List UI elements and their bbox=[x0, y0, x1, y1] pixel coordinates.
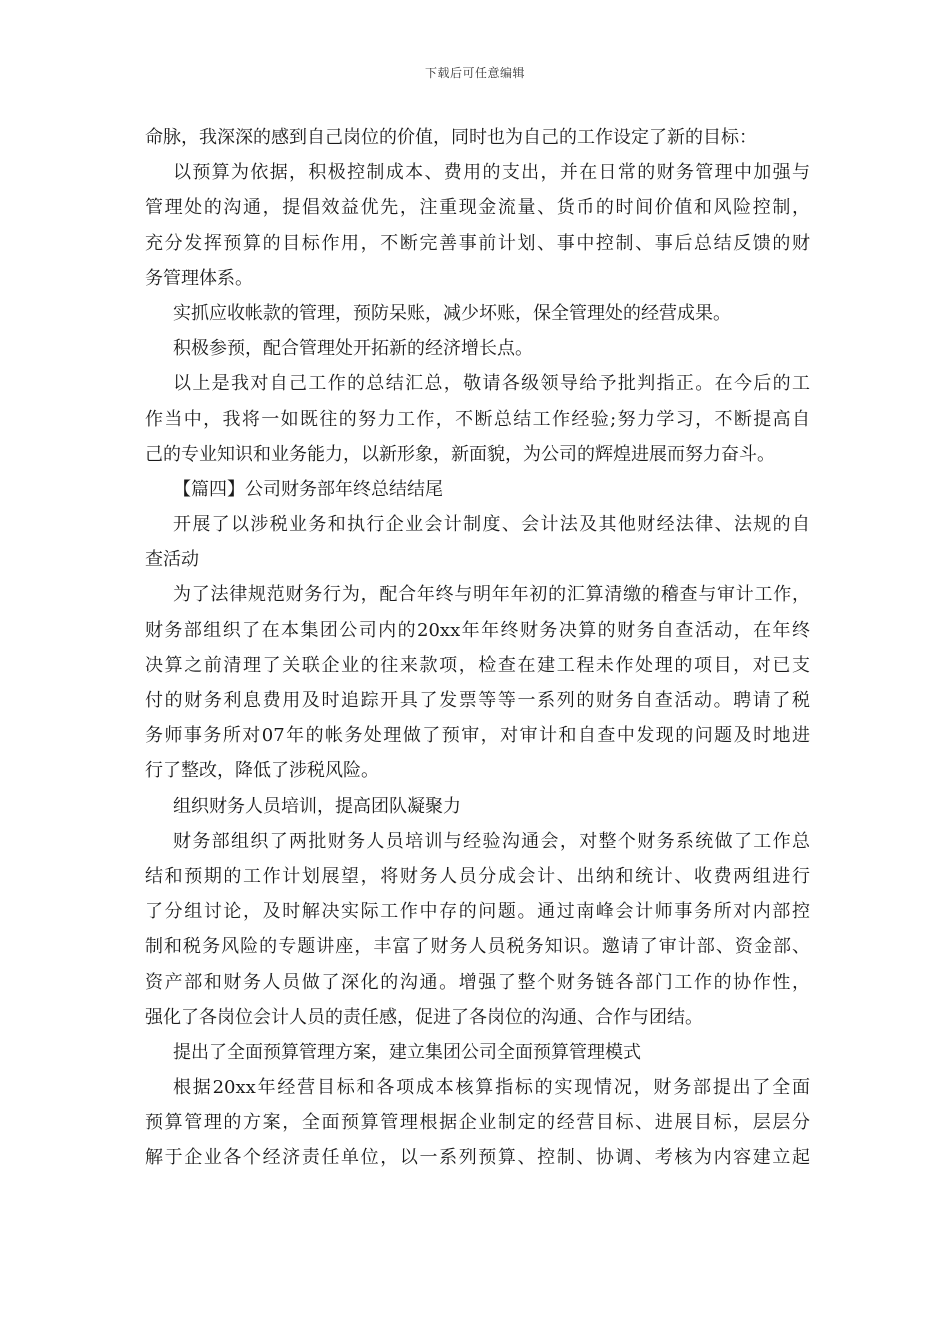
text-line: 管理处的沟通，提倡效益优先，注重现金流量、货币的时间价值和风险控制， bbox=[145, 197, 810, 219]
text-line: 命脉，我深深的感到自己岗位的价值，同时也为自己的工作设定了新的目标： bbox=[145, 127, 757, 148]
text-line: 了分组讨论，及时解决实际工作中存的问题。通过南峰会计师事务所对内部控 bbox=[145, 901, 810, 923]
text-line: 财务部组织了在本集团公司内的20xx年年终财务决算的财务自查活动，在年终 bbox=[145, 619, 810, 641]
text-line: 【篇四】公司财务部年终总结结尾 bbox=[173, 478, 443, 500]
text-line: 组织财务人员培训，提高团队凝聚力 bbox=[173, 795, 461, 817]
text-line: 作当中，我将一如既往的努力工作，不断总结工作经验;努力学习，不断提高自 bbox=[145, 408, 810, 430]
text-line: 制和税务风险的专题讲座，丰富了财务人员税务知识。邀请了审计部、资金部、 bbox=[145, 936, 810, 958]
page-header-note: 下载后可任意编辑 bbox=[424, 66, 525, 80]
text-line: 结和预期的工作计划展望，将财务人员分成会计、出纳和统计、收费两组进行 bbox=[145, 865, 810, 887]
text-line: 以预算为依据，积极控制成本、费用的支出，并在日常的财务管理中加强与 bbox=[173, 162, 810, 184]
text-line: 务管理体系。 bbox=[145, 267, 253, 289]
text-line: 财务部组织了两批财务人员培训与经验沟通会，对整个财务系统做了工作总 bbox=[173, 830, 810, 852]
document-body bbox=[145, 120, 810, 1176]
text-line: 查活动 bbox=[145, 549, 199, 571]
text-line: 提出了全面预算管理方案，建立集团公司全面预算管理模式 bbox=[173, 1041, 641, 1063]
text-line: 付的财务利息费用及时追踪开具了发票等等一系列的财务自查活动。聘请了税 bbox=[145, 690, 810, 711]
text-line: 充分发挥预算的目标作用，不断完善事前计划、事中控制、事后总结反馈的财 bbox=[145, 232, 810, 254]
text-line: 积极参预，配合管理处开拓新的经济增长点。 bbox=[173, 338, 533, 360]
text-line: 开展了以涉税业务和执行企业会计制度、会计法及其他财经法律、法规的自 bbox=[173, 514, 810, 536]
text-line: 实抓应收帐款的管理，预防呆账，减少坏账，保全管理处的经营成果。 bbox=[173, 302, 731, 324]
text-line: 为了法律规范财务行为，配合年终与明年年初的汇算清缴的稽查与审计工作， bbox=[173, 584, 810, 606]
text-line: 资产部和财务人员做了深化的沟通。增强了整个财务链各部门工作的协作性， bbox=[145, 971, 810, 993]
text-line: 解于企业各个经济责任单位，以一系列预算、控制、协调、考核为内容建立起 bbox=[145, 1147, 810, 1169]
text-line: 务师事务所对07年的帐务处理做了预审，对审计和自查中发现的问题及时地进 bbox=[145, 725, 810, 747]
text-line: 决算之前清理了关联企业的往来款项，检查在建工程未作处理的项目，对已支 bbox=[145, 654, 810, 676]
text-line: 根据20xx年经营目标和各项成本核算指标的实现情况，财务部提出了全面 bbox=[173, 1077, 810, 1099]
text-line: 己的专业知识和业务能力，以新形象，新面貌，为公司的辉煌进展而努力奋斗。 bbox=[145, 443, 775, 465]
text-line: 强化了各岗位会计人员的责任感，促进了各岗位的沟通、合作与团结。 bbox=[145, 1006, 703, 1028]
text-line: 行了整改，降低了涉税风险。 bbox=[145, 760, 379, 782]
text-line: 以上是我对自己工作的总结汇总，敬请各级领导给予批判指正。在今后的工 bbox=[173, 373, 810, 395]
text-line: 预算管理的方案，全面预算管理根据企业制定的经营目标、进展目标，层层分 bbox=[145, 1112, 810, 1134]
